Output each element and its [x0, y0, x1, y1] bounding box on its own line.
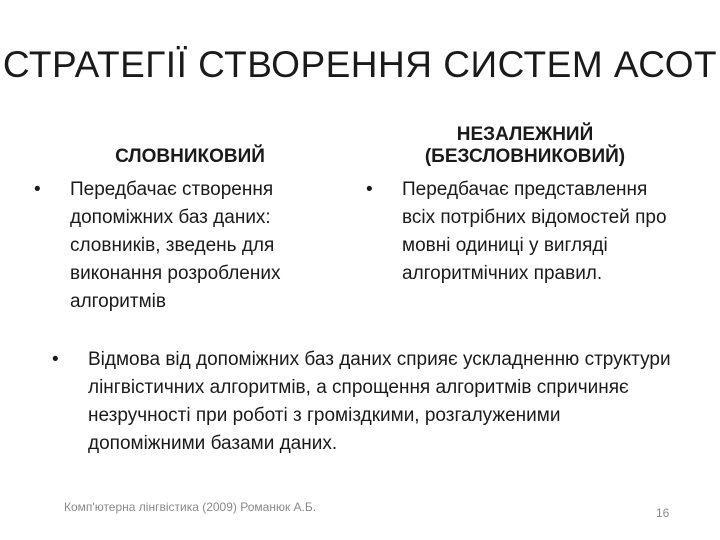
bullet-icon: •	[34, 179, 41, 200]
page-number: 16	[656, 506, 670, 520]
slide-title: СТРАТЕГІЇ СТВОРЕННЯ СИСТЕМ АСОТ	[2, 44, 718, 85]
right-heading-line-1: НЕЗАЛЕЖНИЙ	[456, 124, 594, 145]
left-column-heading: СЛОВНИКОВИЙ	[115, 146, 265, 167]
left-bullet-list	[34, 176, 334, 316]
list-item	[366, 176, 676, 288]
left-bullet-text: Передбачає створення допоміжних баз даних: словників, зведень для виконання розроблених алгоритмів	[70, 179, 281, 312]
bottom-bullet-list	[52, 346, 682, 458]
right-bullet-list	[366, 176, 676, 288]
right-column-heading	[380, 124, 670, 168]
list-item	[34, 176, 334, 316]
bullet-icon: •	[52, 349, 59, 370]
right-heading-line-2: (БЕЗСЛОВНИКОВИЙ)	[424, 146, 626, 167]
bottom-bullet-text: Відмова від допоміжних баз даних сприяє ускладненню структури лінгвістичних алгоритмів, а спрощення алгоритмів спричиняє незручності при роботі з громіздкими, розгалуженими допоміжними базами даних.	[88, 349, 671, 454]
footer-credit: Комп'ютерна лінгвістика (2009) Романюк А.Б.	[64, 500, 317, 514]
right-bullet-text: Передбачає представлення всіх потрібних відомостей про мовні одиниці у вигляді алгоритмічних правил.	[402, 179, 667, 284]
bullet-icon: •	[366, 179, 373, 200]
list-item	[52, 346, 682, 458]
